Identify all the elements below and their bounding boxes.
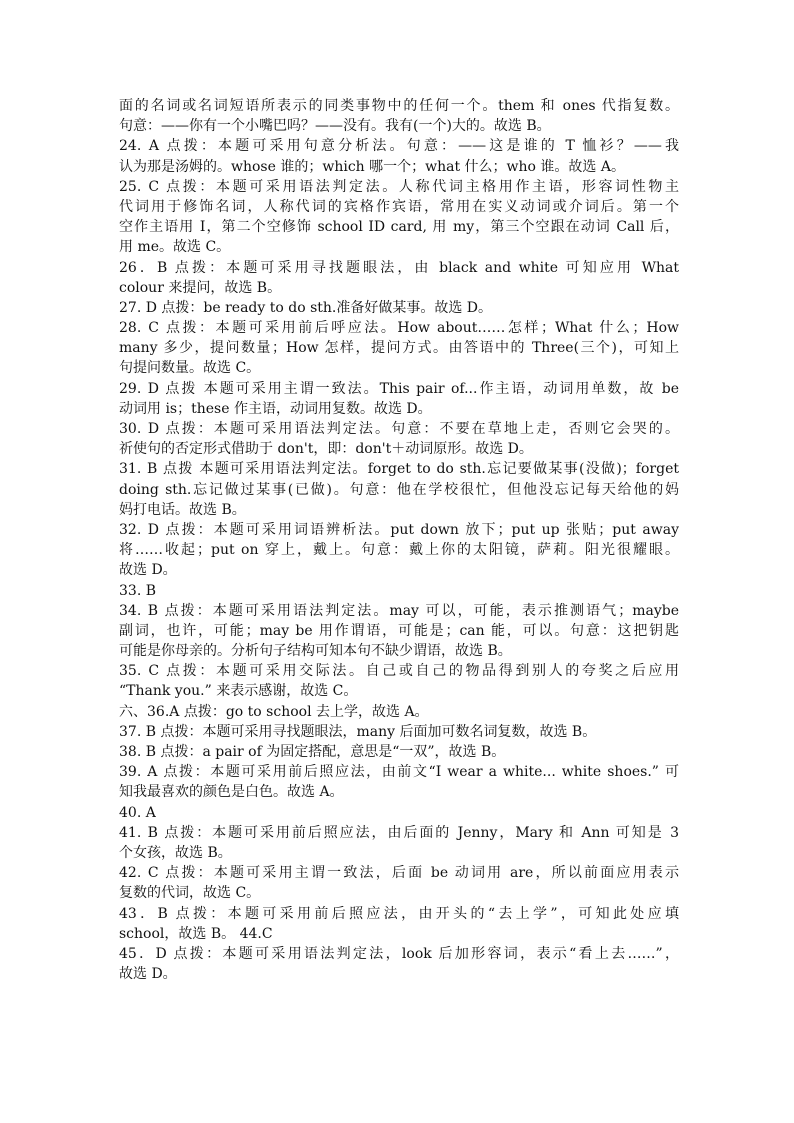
text-line: 24. A 点拨：本题可采用句意分析法。句意：——这是谁的 T 恤衫？——我 — [119, 138, 679, 155]
text-line: 复数的代词，故选 C。 — [119, 885, 261, 902]
text-line: 句意：——你有一个小嘴巴吗？——没有。我有(一个)大的。故选 B。 — [119, 118, 551, 135]
text-line: 43．B 点拨：本题可采用前后照应法，由开头的“去上学”，可知此处应填 — [119, 905, 679, 922]
text-line: 将……收起；put on 穿上，戴上。句意：戴上你的太阳镜，萨莉。阳光很耀眼。 — [119, 542, 679, 559]
text-line: 27. D 点拨：be ready to do sth.准备好做某事。故选 D。 — [119, 299, 493, 316]
text-line: doing sth.忘记做过某事(已做)。句意：他在学校很忙，但他没忘记每天给他的妈 — [119, 481, 679, 498]
text-line: 28. C 点拨：本题可采用前后呼应法。How about……怎样；What 什么；How — [119, 320, 679, 337]
text-line: many 多少，提问数量；How 怎样，提问方式。由答语中的 Three(三个)，可知上 — [119, 340, 679, 357]
text-line: 知我最喜欢的颜色是白色。故选 A。 — [119, 784, 344, 801]
text-line: 25. C 点拨：本题可采用语法判定法。人称代词主格用作主语，形容词性物主 — [119, 178, 679, 195]
text-line: 祈使句的否定形式借助于 don't，即：don't＋动词原形。故选 D。 — [119, 441, 533, 458]
text-line: 用 me。故选 C。 — [119, 239, 231, 256]
text-line: 30. D 点拨：本题可采用语法判定法。句意：不要在草地上走，否则它会哭的。 — [119, 421, 679, 437]
text-line: 故选 D。 — [119, 562, 177, 579]
text-line: 认为那是汤姆的。whose 谁的；which 哪一个；what 什么；who 谁。故选 A。 — [119, 158, 625, 175]
text-line: 可能是你母亲的。分析句子结构可知本句不缺少谓语，故选 B。 — [119, 643, 512, 660]
text-line: 六、36.A 点拨：go to school 去上学，故选 A。 — [119, 703, 429, 720]
text-line: 个女孩，故选 B。 — [119, 844, 232, 861]
text-line: 空作主语用 I，第二个空修饰 school ID card, 用 my，第三个空跟在动词 Call 后， — [119, 219, 679, 236]
document-body — [119, 96, 679, 984]
text-line: 31. B 点拨 本题可采用语法判定法。forget to do sth.忘记要做某事(没做)；forget — [119, 461, 679, 478]
text-line: 动词用 is；these 作主语，动词用复数。故选 D。 — [119, 400, 432, 417]
text-line: 40. A — [119, 804, 156, 821]
text-line: colour 来提问，故选 B。 — [119, 279, 282, 296]
text-line: 32. D 点拨：本题可采用词语辨析法。put down 放下；put up 张贴；put away — [119, 521, 679, 538]
text-line: 妈打电话。故选 B。 — [119, 501, 246, 518]
text-line: 26．B 点拨：本题可采用寻找题眼法，由 black and white 可知应用 What — [119, 259, 679, 276]
text-line: 39. A 点拨：本题可采用前后照应法，由前文“I wear a white... white shoes.” 可 — [119, 764, 679, 781]
text-line: 41. B 点拨：本题可采用前后照应法，由后面的 Jenny，Mary 和 Ann 可知是 3 — [119, 824, 679, 841]
text-line: school，故选 B。 44.C — [119, 925, 273, 942]
text-line: 38. B 点拨：a pair of 为固定搭配，意思是“一双”，故选 B。 — [119, 744, 506, 760]
text-line: 34. B 点拨：本题可采用语法判定法。may 可以，可能，表示推测语气；maybe — [119, 602, 679, 619]
text-line: 35. C 点拨：本题可采用交际法。自己或自己的物品得到别人的夸奖之后应用 — [119, 663, 679, 680]
text-line: 45．D 点拨：本题可采用语法判定法，look 后加形容词，表示“看上去……”， — [119, 945, 679, 962]
text-line: 副词，也许，可能；may be 用作谓语，可能是；can 能，可以。句意：这把钥匙 — [119, 622, 679, 639]
text-line: 代词用于修饰名词，人称代词的宾格作宾语，常用在实义动词或介词后。第一个 — [119, 198, 679, 215]
text-line: 42. C 点拨：本题可采用主谓一致法，后面 be 动词用 are，所以前面应用表示 — [119, 865, 679, 882]
text-line: 面的名词或名词短语所表示的同类事物中的任何一个。them 和 ones 代指复数。 — [119, 98, 679, 114]
text-line: 故选 D。 — [119, 966, 177, 983]
text-line: 句提问数量。故选 C。 — [119, 360, 261, 377]
text-line: 37. B 点拨：本题可采用寻找题眼法，many 后面加可数名词复数，故选 B。 — [119, 723, 597, 740]
text-line: 29. D 点拨 本题可采用主谓一致法。This pair of...作主语，动词用单数，故 be — [119, 380, 679, 397]
text-line: “Thank you.” 来表示感谢，故选 C。 — [119, 683, 358, 700]
text-line: 33. B — [119, 582, 157, 599]
